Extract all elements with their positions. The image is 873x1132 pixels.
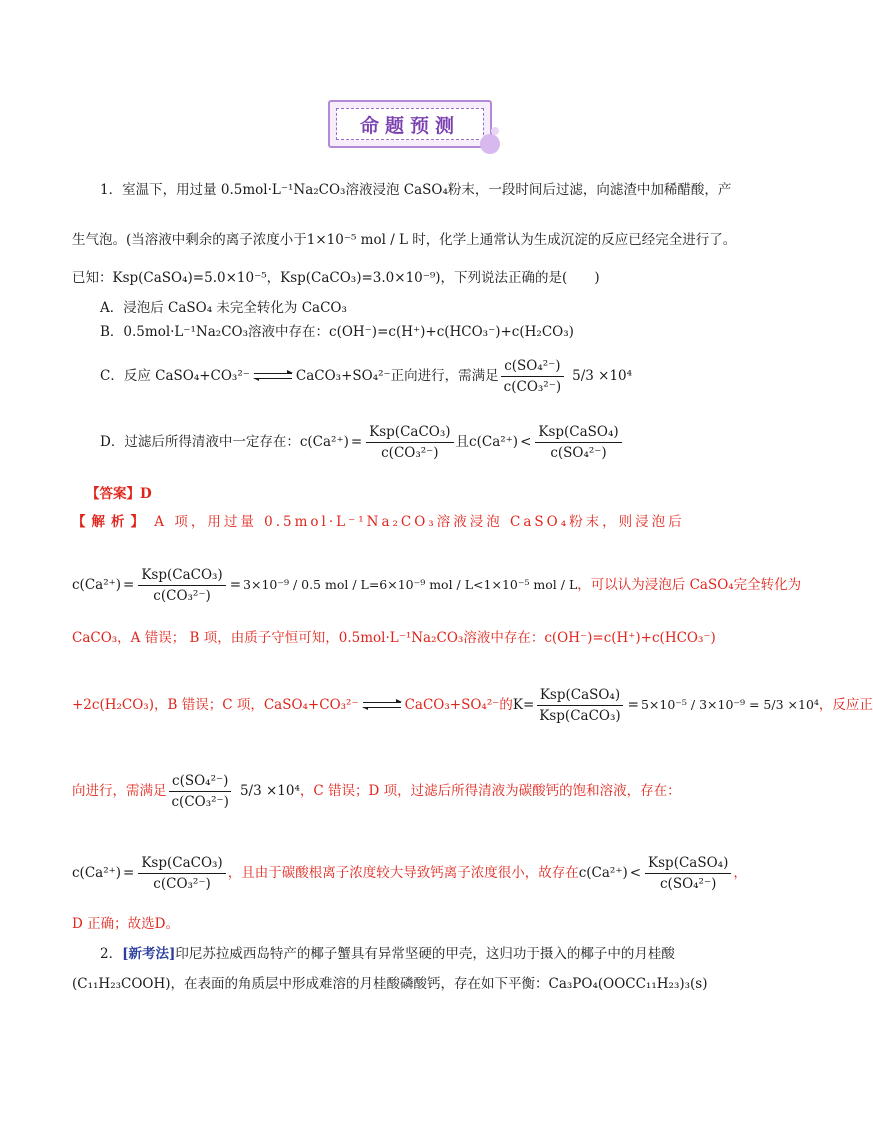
fraction-denominator: Ksp(CaCO₃) bbox=[539, 707, 621, 724]
c-ca-expression: c(Ca²⁺) bbox=[72, 577, 122, 593]
q1-line-2: 生气泡。(当溶液中剩余的离子浓度小于1×10⁻⁵ mol / L 时，化学上通常认为生成沉淀的反应已经完全进行了。 bbox=[72, 232, 737, 248]
fraction-ksp-caco3 bbox=[366, 423, 453, 462]
fraction-denominator: c(CO₃²⁻) bbox=[503, 378, 562, 395]
q2-number: 2． bbox=[100, 946, 123, 962]
fraction-denominator: c(CO₃²⁻) bbox=[153, 587, 211, 604]
analysis-text: CaCO₃+SO₄²⁻的 bbox=[404, 697, 513, 713]
fraction-denominator: c(CO₃²⁻) bbox=[171, 793, 229, 810]
option-d-and: 且 bbox=[455, 434, 470, 450]
q2-text: 印尼苏拉威西岛特产的椰子蟹具有异常坚硬的甲壳，这归功于摄入的椰子中的月桂酸 bbox=[175, 946, 675, 962]
fraction-k-ratio bbox=[536, 686, 623, 725]
fraction-denominator: c(SO₄²⁻) bbox=[550, 444, 607, 461]
analysis-label: 【解析】 bbox=[72, 514, 150, 530]
q2-line-1 bbox=[100, 944, 675, 964]
fraction-ksp-caco3 bbox=[138, 854, 225, 893]
banner-frame bbox=[328, 100, 492, 148]
fraction-numerator: Ksp(CaCO₃) bbox=[138, 566, 225, 586]
equilibrium-arrow-icon bbox=[363, 699, 401, 711]
banner-inner-frame bbox=[336, 108, 484, 140]
q2-line-2: (C₁₁H₂₃COOH)，在表面的角质层中形成难溶的月桂酸磷酸钙，存在如下平衡：Ca₃PO₄(OOCC₁₁H₂₃)₃(s) bbox=[72, 976, 708, 992]
fraction-numerator: Ksp(CaSO₄) bbox=[535, 423, 621, 443]
answer-label: 【答案】D bbox=[86, 486, 152, 502]
fraction-numerator: Ksp(CaSO₄) bbox=[645, 854, 731, 874]
analysis-text: ，可以认为浸泡后 CaSO₄完全转化为 bbox=[577, 577, 802, 593]
q1-option-a: A．浸泡后 CaSO₄ 未完全转化为 CaCO₃ bbox=[100, 300, 347, 316]
c-ca-expression: c(Ca²⁺) bbox=[469, 434, 519, 450]
decor-circle-icon bbox=[491, 127, 499, 135]
fraction-numerator: Ksp(CaCO₃) bbox=[138, 854, 225, 874]
fraction-ksp-caso4 bbox=[535, 423, 621, 462]
analysis-text: ，且由于碳酸根离子浓度较大导致钙离子浓度很小，故存在 bbox=[227, 865, 579, 881]
analysis-text: +2c(H₂CO₃)，B 错误；C 项，CaSO₄+CO₃²⁻ bbox=[72, 697, 359, 713]
c-ca-expression: c(Ca²⁺) bbox=[578, 865, 628, 881]
analysis-line-6: c(Ca²⁺) = $\frac{\text{Ksp(CaCO₃)}}{\text{c(CO₃²⁻)}}$ ，且由于碳酸根离子浓度较大导致钙离子浓度很小，故存在 c(Ca²⁺) < $\frac{\text{Ksp(CaSO₄)}}{\text{c(SO₄²⁻)}}$ ， bbox=[72, 854, 747, 892]
fraction-ksp-caco3 bbox=[138, 566, 225, 605]
calc-expression: 3×10⁻⁹ / 0.5 mol / L=6×10⁻⁹ mol / L<1×10⁻⁵ mol / L bbox=[243, 577, 578, 592]
analysis-line-7: D 正确；故选D。 bbox=[72, 916, 179, 932]
analysis-line-4: +2c(H₂CO₃)，B 错误；C 项，CaSO₄+CO₃²⁻ CaCO₃+SO₄²⁻的 K= $\frac{\text{Ksp(CaSO₄)}}{\text{Ksp(CaCO₃)}}$ = 5×10⁻⁵ / 3×10⁻⁹ = 5/3 ×10⁴ ，反应正 bbox=[72, 686, 873, 724]
fraction-numerator: c(SO₄²⁻) bbox=[501, 357, 563, 377]
q1-option-d: D．过滤后所得清液中一定存在： c(Ca²⁺) = $\frac{\text{Ksp(CaCO₃)}}{\text{c(CO₃²⁻)}}$ 且 c(Ca²⁺) < $\frac{\text{Ksp(CaSO₄)}}{\text{c(SO₄²⁻)}}$ bbox=[100, 418, 624, 466]
analysis-text: ，C 错误；D 项，过滤后所得清液为碳酸钙的饱和溶液，存在： bbox=[299, 783, 681, 799]
c-ca-expression: c(Ca²⁺) bbox=[72, 865, 122, 881]
q1-line-1: 1．室温下，用过量 0.5mol·L⁻¹Na₂CO₃溶液浸泡 CaSO₄粉末，一段时间后过滤，向滤渣中加稀醋酸，产 bbox=[100, 182, 732, 198]
section-banner bbox=[328, 100, 504, 158]
fraction-denominator: c(SO₄²⁻) bbox=[660, 875, 717, 892]
fraction-denominator: c(CO₃²⁻) bbox=[381, 444, 439, 461]
analysis-text: 向进行，需满足 bbox=[72, 783, 167, 799]
fraction-ksp-caso4 bbox=[645, 854, 731, 893]
c-ca-expression: c(Ca²⁺) bbox=[299, 434, 349, 450]
fraction-denominator: c(CO₃²⁻) bbox=[153, 875, 211, 892]
fraction-numerator: Ksp(CaSO₄) bbox=[537, 686, 623, 706]
k-calc-expression: 5×10⁻⁵ / 3×10⁻⁹ = 5/3 ×10⁴ bbox=[640, 697, 819, 712]
fraction-numerator: c(SO₄²⁻) bbox=[169, 772, 231, 792]
q1-option-c bbox=[100, 352, 632, 400]
option-d-text: D．过滤后所得清液中一定存在： bbox=[100, 434, 300, 450]
q1-line-3: 已知：Ksp(CaSO₄)=5.0×10⁻⁵，Ksp(CaCO₃)=3.0×10⁻⁹)，下列说法正确的是( ) bbox=[72, 270, 600, 286]
q1-option-b: B．0.5mol·L⁻¹Na₂CO₃溶液中存在：c(OH⁻)=c(H⁺)+c(HCO₃⁻)+c(H₂CO₃) bbox=[100, 324, 574, 340]
analysis-line-3: CaCO₃，A 错误； B 项，由质子守恒可知，0.5mol·L⁻¹Na₂CO₃溶液中存在：c(OH⁻)=c(H⁺)+c(HCO₃⁻) bbox=[72, 630, 716, 646]
ratio-value: 5/3 ×10⁴ bbox=[572, 368, 633, 384]
q2-tag: [新考法] bbox=[122, 946, 176, 962]
fraction-so4-co3 bbox=[169, 772, 232, 811]
analysis-text: A 项，用过量 0.5mol·L⁻¹Na₂CO₃溶液浸泡 CaSO₄粉末，则浸泡后 bbox=[154, 514, 685, 530]
option-c-reaction: C．反应 CaSO₄+CO₃²⁻ bbox=[100, 368, 250, 384]
decor-circle-icon bbox=[480, 134, 500, 154]
analysis-line-5 bbox=[72, 766, 681, 816]
fraction-so4-co3 bbox=[501, 357, 564, 396]
analysis-line-1 bbox=[72, 512, 685, 532]
option-c-condition: CaCO₃+SO₄²⁻正向进行，需满足 bbox=[295, 368, 499, 384]
ratio-value: 5/3 ×10⁴ bbox=[239, 783, 300, 799]
analysis-text: ，反应正 bbox=[818, 697, 873, 713]
fraction-numerator: Ksp(CaCO₃) bbox=[366, 423, 453, 443]
equilibrium-arrow-icon bbox=[254, 370, 292, 382]
banner-title: 命题预测 bbox=[359, 114, 460, 137]
analysis-line-2: c(Ca²⁺) = $\frac{\text{Ksp(CaCO₃)}}{\text{c(CO₃²⁻)}}$ = 3×10⁻⁹ / 0.5 mol / L=6×10⁻⁹ mol / L<1×10⁻⁵ mol / L ，可以认为浸泡后 CaSO₄完全转化为 bbox=[72, 566, 802, 604]
